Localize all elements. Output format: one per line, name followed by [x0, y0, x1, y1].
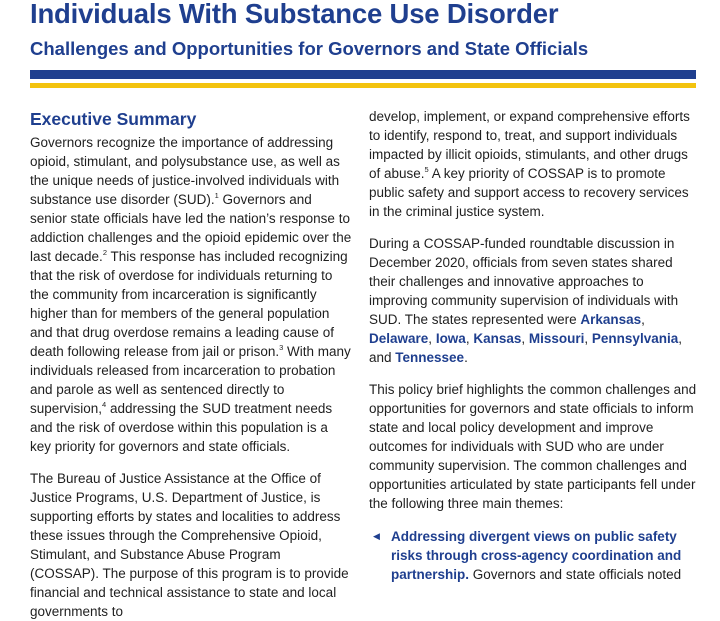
state-tennessee: Tennessee [395, 350, 465, 365]
header-rule-blue [30, 70, 696, 79]
bullet-arrow-icon: ◀ [373, 531, 380, 541]
state-arkansas: Arkansas [580, 312, 642, 327]
theme-1-text: Governors and state officials noted [469, 567, 682, 582]
left-paragraph-2: The Bureau of Justice Assistance at the Office of Justice Programs, U.S. Department of Justice, is supporting efforts by states and localities to address these issues through the Comprehensive Opioid, Stimulant, and Substance Abuse Program (COSSAP). The purpose of this program is to provide financial and technical assistance to state and local governments to [30, 471, 349, 619]
footnote-3: 3 [279, 343, 284, 352]
right-paragraph-2: During a COSSAP-funded roundtable discussion in December 2020, officials from seven states shared their challenges and innovative approaches to improving community supervision of individuals with SUD. The states represented were Arkansas, Delaware, Iowa, Kansas, Missouri, Pennsylvania, and Tennessee. [369, 236, 682, 365]
left-column [30, 108, 352, 621]
state-iowa: Iowa [435, 331, 466, 346]
state-missouri: Missouri [528, 331, 585, 346]
right-column [369, 107, 699, 584]
right-paragraph-1: develop, implement, or expand comprehensive efforts to identify, respond to, treat, and support individuals impacted by illicit opioids, stimulants, and other drugs of abuse.$^5$ A key priority of COSSAP is to promote public safety and support access to recovery services in the criminal justice system. [369, 109, 690, 219]
executive-summary-heading: Executive Summary [30, 109, 197, 129]
left-paragraph-1: Governors recognize the importance of addressing opioid, stimulant, and polysubstance use, as well as the unique needs of justice-involved individuals with substance use disorder (SUD).$^1$ Governors and senior state officials have led the nation’s response to addiction challenges and the opioid epidemic over the last decade.$^2$ This response has included recognizing that the risk of overdose for individuals returning to the community from incarceration is significantly higher than for members of the general population and that drug overdose remains a leading cause of death following release from jail or prison.$^3$ With many individuals released from incarceration to probation and parole as well as sentenced directly to supervision,$^4$ addressing the SUD treatment needs and the risk of overdose within this population is a key priority for governors and state officials. [30, 135, 352, 454]
state-delaware: Delaware [369, 331, 429, 346]
theme-bullet-1 [369, 527, 699, 584]
document-title: Individuals With Substance Use Disorder [30, 0, 559, 29]
footnote-4: 4 [102, 400, 107, 409]
state-kansas: Kansas [473, 331, 522, 346]
footnote-1: 1 [214, 191, 219, 200]
document-subtitle: Challenges and Opportunities for Governors and State Officials [30, 38, 589, 59]
header-rule-gold [30, 83, 696, 88]
footnote-2: 2 [102, 248, 107, 257]
state-pennsylvania: Pennsylvania [591, 331, 679, 346]
right-paragraph-3: This policy brief highlights the common challenges and opportunities for governors and state officials to inform state and local policy development and improve outcomes for individuals with SUD who are under community supervision. The common challenges and opportunities articulated by state participants fell under the following three main themes: [369, 382, 697, 511]
footnote-5: 5 [424, 165, 429, 174]
theme-1-heading: Addressing divergent views on public safety risks through cross-agency coordination and partnership. [391, 529, 682, 582]
